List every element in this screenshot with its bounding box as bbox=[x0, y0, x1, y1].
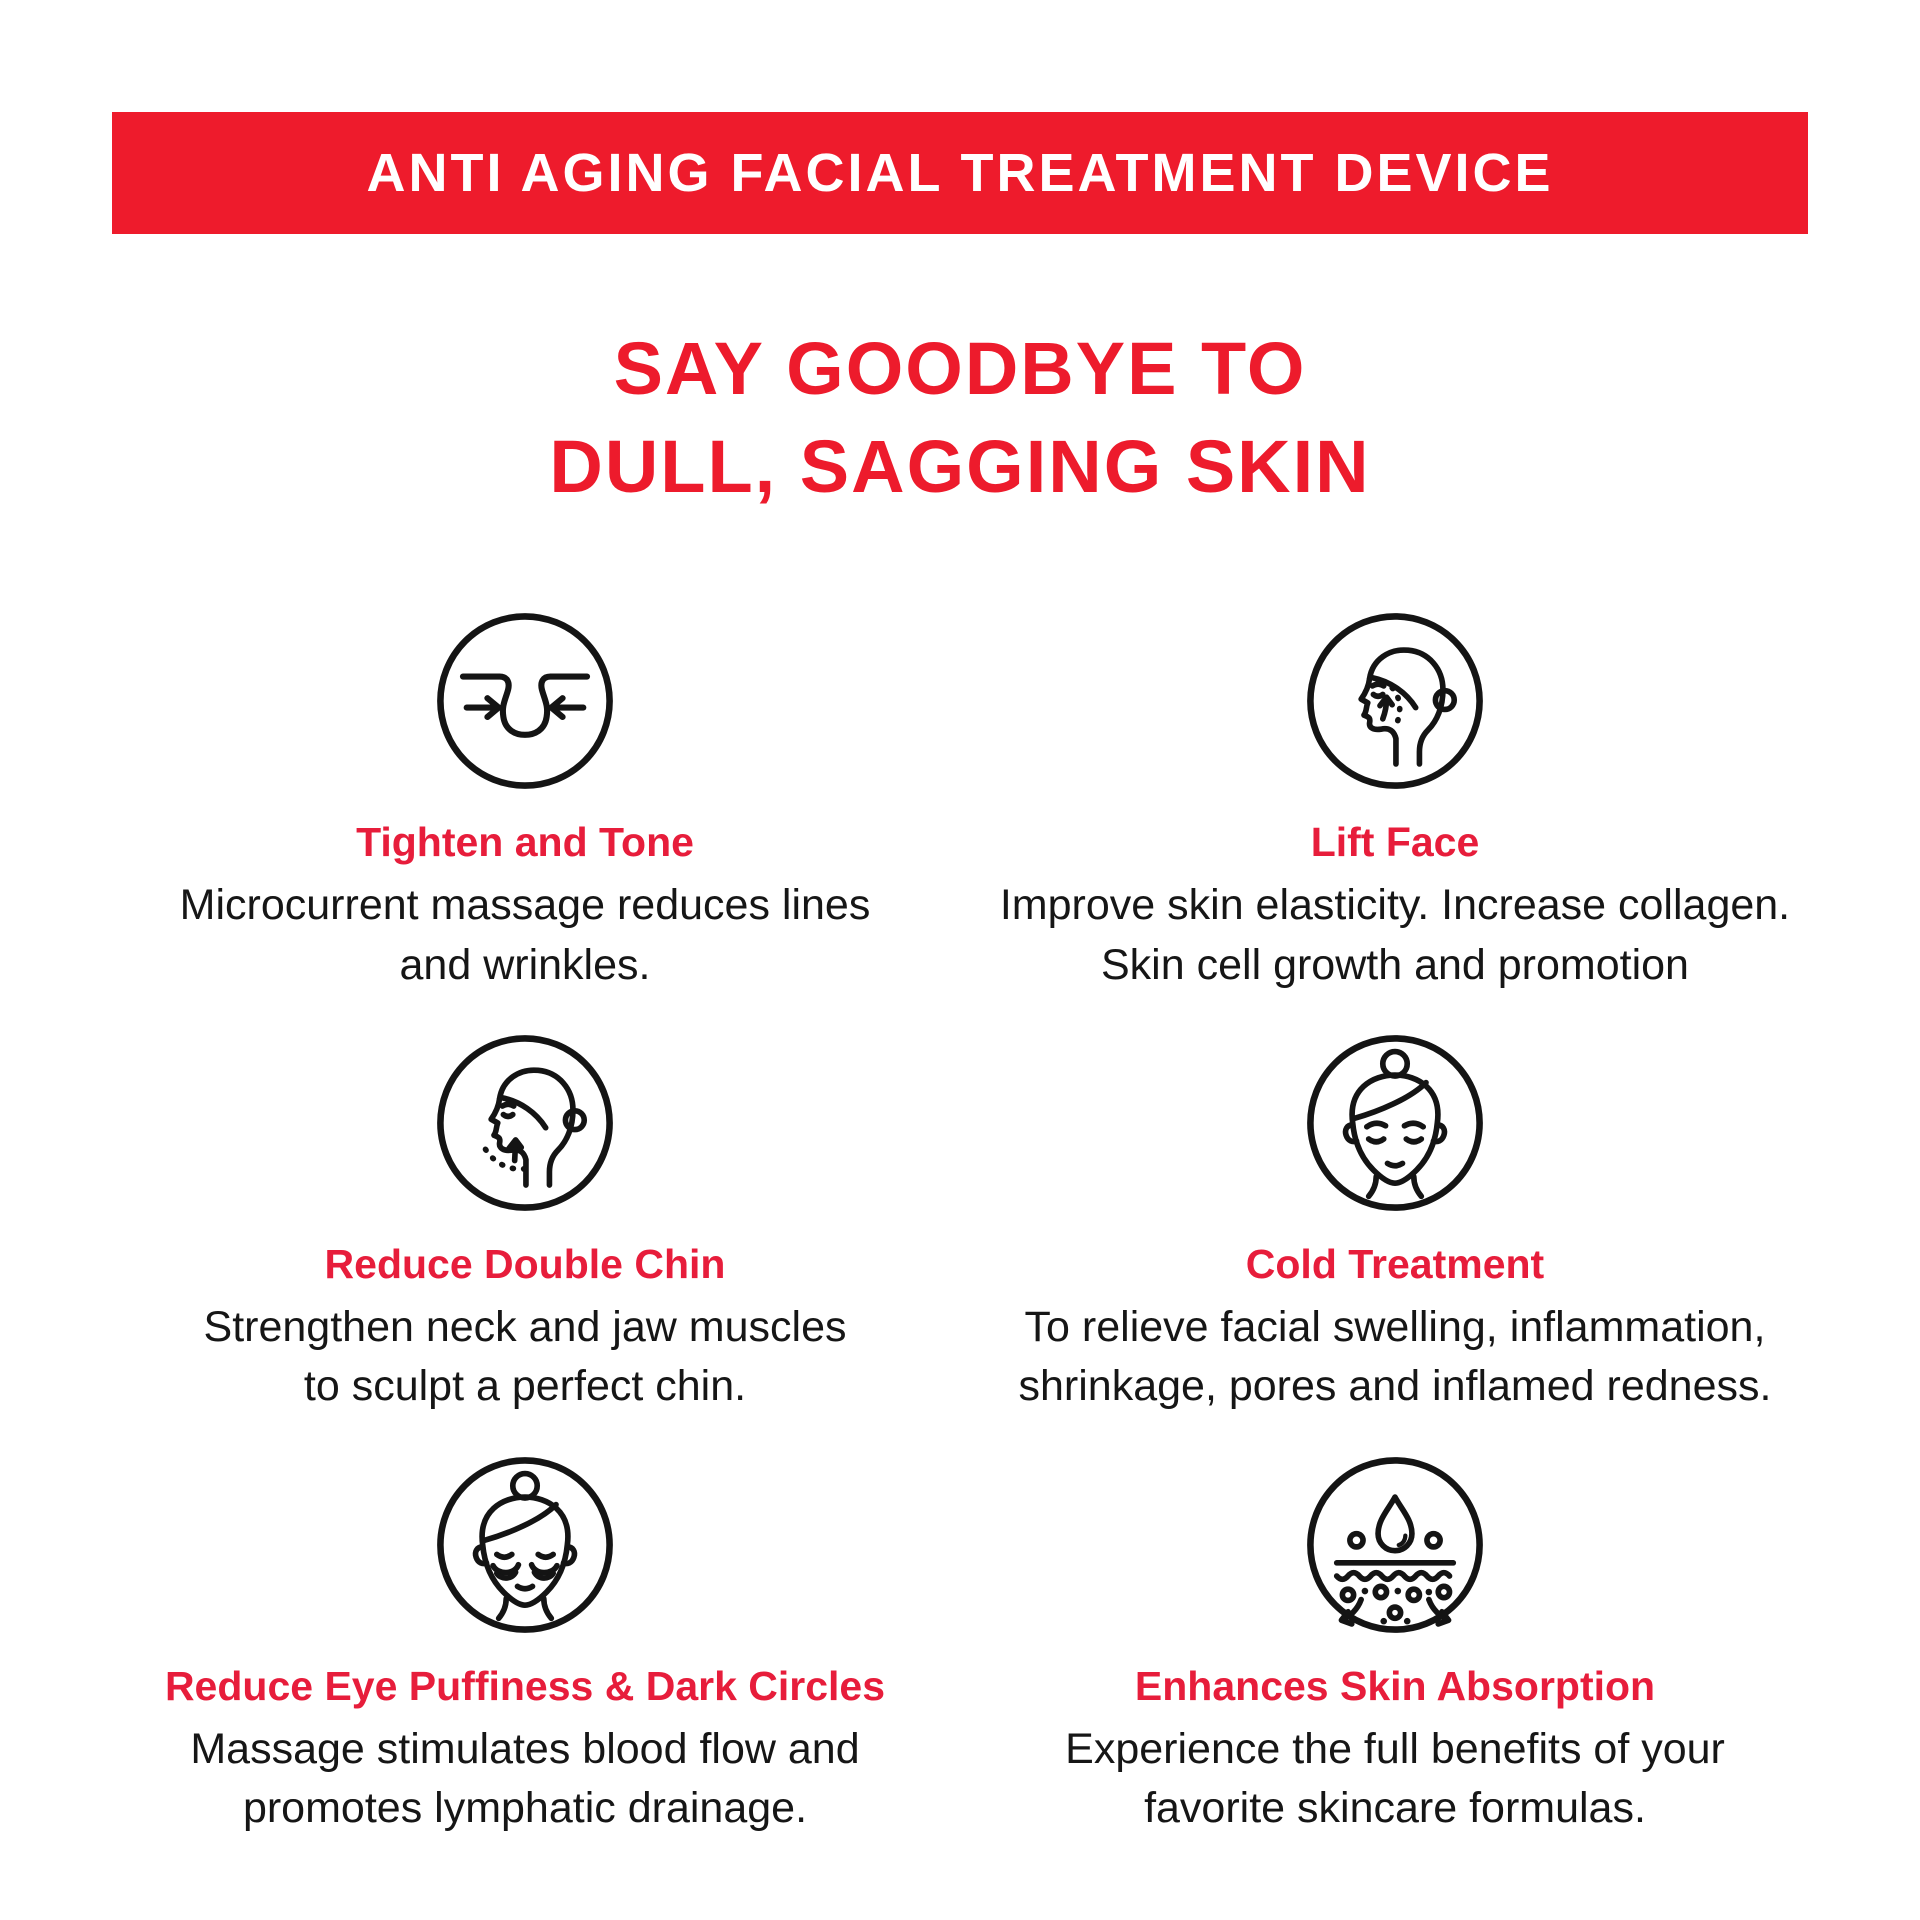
feature-description-line: favorite skincare formulas. bbox=[1144, 1783, 1646, 1832]
eye-patch-face-icon bbox=[431, 1451, 619, 1639]
feature-reduce-double-chin bbox=[95, 1029, 955, 1417]
feature-enhances-skin-absorption bbox=[965, 1451, 1825, 1839]
feature-description bbox=[180, 876, 871, 995]
double-chin-icon bbox=[431, 1029, 619, 1217]
feature-description bbox=[1000, 876, 1790, 995]
headline-line-1: SAY GOODBYE TO bbox=[613, 327, 1307, 410]
banner bbox=[112, 112, 1808, 234]
feature-title: Reduce Eye Puffiness & Dark Circles bbox=[164, 1662, 886, 1709]
face-lift-icon bbox=[1301, 607, 1489, 795]
feature-description bbox=[190, 1720, 859, 1839]
pore-tighten-icon bbox=[431, 607, 619, 795]
feature-description-line: and wrinkles. bbox=[399, 940, 651, 989]
feature-description-line: Strengthen neck and jaw muscles bbox=[203, 1303, 847, 1351]
skin-absorption-icon bbox=[1301, 1451, 1489, 1639]
cold-face-icon bbox=[1301, 1029, 1489, 1217]
feature-description-line: To relieve facial swelling, inflammation, bbox=[1024, 1303, 1766, 1351]
headline bbox=[0, 320, 1920, 515]
headline-line-2: DULL, SAGGING SKIN bbox=[549, 424, 1371, 508]
feature-title: Cold Treatment bbox=[1245, 1241, 1545, 1287]
feature-reduce-eye-puffiness bbox=[95, 1451, 955, 1839]
banner-title: ANTI AGING FACIAL TREATMENT DEVICE bbox=[366, 143, 1554, 203]
feature-description bbox=[1019, 1298, 1772, 1417]
feature-title: Reduce Double Chin bbox=[324, 1241, 726, 1287]
feature-description bbox=[204, 1298, 847, 1417]
feature-description-line: Massage stimulates blood flow and bbox=[190, 1724, 860, 1773]
feature-title: Tighten and Tone bbox=[356, 819, 694, 866]
feature-description-line: Improve skin elasticity. Increase collagen. bbox=[999, 881, 1791, 930]
feature-description bbox=[1065, 1720, 1725, 1839]
feature-description-line: promotes lymphatic drainage. bbox=[242, 1783, 808, 1832]
feature-cold-treatment bbox=[965, 1029, 1825, 1417]
feature-description-line: to sculpt a perfect chin. bbox=[303, 1362, 747, 1411]
feature-title: Enhances Skin Absorption bbox=[1134, 1662, 1656, 1709]
feature-description-line: Skin cell growth and promotion bbox=[1101, 940, 1689, 989]
feature-lift-face bbox=[965, 607, 1825, 995]
feature-description-line: shrinkage, pores and inflamed redness. bbox=[1018, 1362, 1772, 1411]
feature-tighten-and-tone bbox=[95, 607, 955, 995]
feature-description-line: Experience the full benefits of your bbox=[1065, 1724, 1725, 1773]
feature-grid bbox=[95, 607, 1825, 1838]
feature-description-line: Microcurrent massage reduces lines bbox=[179, 881, 871, 930]
feature-title: Lift Face bbox=[1310, 819, 1480, 866]
